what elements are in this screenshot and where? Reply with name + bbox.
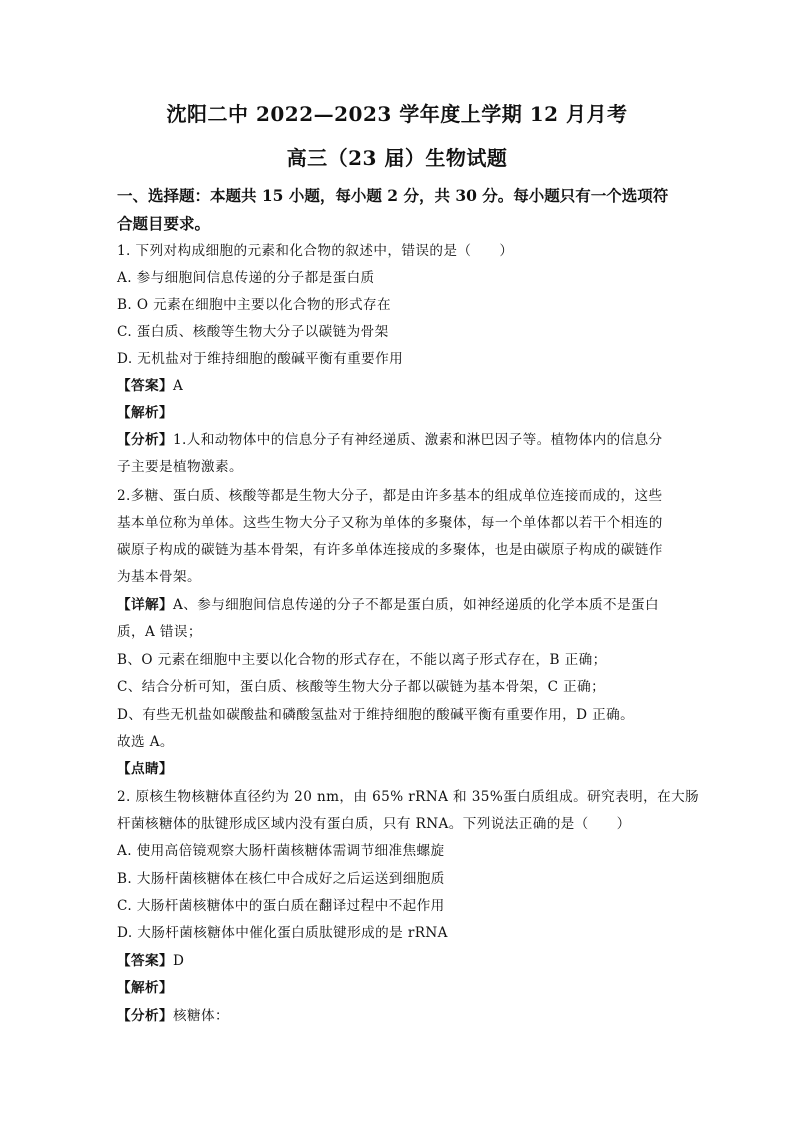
q1-xiangjie-line: C、结合分析可知，蛋白质、核酸等生物大分子都以碳链为基本骨架，C 正确； (117, 679, 606, 695)
answer-value: D (172, 953, 185, 969)
q1-option-a: A. 参与细胞间信息传递的分子都是蛋白质 (117, 270, 375, 286)
xiangjie-tag: 【详解】 (117, 597, 173, 613)
exam-title: 沈阳二中 2022—2023 学年度上学期 12 月月考 (166, 102, 628, 126)
q1-fenxi-line: 子主要是植物激素。 (117, 459, 243, 475)
section-heading-cont: 合题目要求。 (117, 214, 211, 233)
fenxi-tag: 【分析】 (117, 1008, 173, 1024)
q2-option-a: A. 使用高倍镜观察大肠杆菌核糖体需调节细准焦螺旋 (117, 843, 445, 859)
q1-option-d: D. 无机盐对于维持细胞的酸碱平衡有重要作用 (117, 351, 404, 367)
q1-fenxi-line: 基本单位称为单体。这些生物大分子又称为单体的多聚体，每一个单体都以若干个相连的 (117, 515, 663, 531)
q2-analysis-tag: 【解析】 (117, 980, 173, 996)
fenxi-tag: 【分析】 (117, 432, 173, 448)
q2-option-c: C. 大肠杆菌核糖体中的蛋白质在翻译过程中不起作用 (117, 898, 445, 914)
q2-stem-cont: 杆菌核糖体的肽键形成区域内没有蛋白质，只有 RNA。下列说法正确的是（ ） (117, 816, 631, 832)
exam-subtitle: 高三（23 届）生物试题 (286, 146, 508, 170)
q1-fenxi-line: 为基本骨架。 (117, 569, 201, 585)
q1-xiangjie-line: D、有些无机盐如碳酸盐和磷酸氢盐对于维持细胞的酸碱平衡有重要作用，D 正确。 (117, 707, 635, 723)
fenxi-text: 核糖体： (172, 1008, 229, 1024)
q1-dianjing-tag: 【点睛】 (117, 761, 173, 777)
q1-xiangjie-line: 质，A 错误； (117, 624, 202, 640)
q1-option-c: C. 蛋白质、核酸等生物大分子以碳链为骨架 (117, 324, 389, 340)
section-heading: 一、选择题：本题共 15 小题，每小题 2 分，共 30 分。每小题只有一个选项符 (117, 186, 669, 205)
q2-stem: 2. 原核生物核糖体直径约为 20 nm，由 65% rRNA 和 35%蛋白质组成。研究表明，在大肠 (117, 789, 700, 805)
q1-stem: 1. 下列对构成细胞的元素和化合物的叙述中，错误的是（ ） (117, 243, 514, 259)
q1-fenxi-line: 碳原子构成的碳链为基本骨架，有许多单体连接成的多聚体，也是由碳原子构成的碳链作 (117, 542, 663, 558)
q1-xiangjie-line: B、O 元素在细胞中主要以化合物的形式存在，不能以离子形式存在，B 正确； (117, 652, 607, 668)
q2-option-d: D. 大肠杆菌核糖体中催化蛋白质肽键形成的是 rRNA (117, 925, 448, 941)
q1-fenxi-line (117, 431, 663, 449)
q2-option-b: B. 大肠杆菌核糖体在核仁中合成好之后运送到细胞质 (117, 871, 445, 887)
xiangjie-text: A、参与细胞间信息传递的分子不都是蛋白质，如神经递质的化学本质不是蛋白 (172, 597, 659, 613)
q1-analysis-tag: 【解析】 (117, 405, 173, 421)
q1-answer (117, 377, 183, 395)
answer-value: A (172, 378, 184, 394)
answer-tag: 【答案】 (117, 378, 173, 394)
q1-xiangjie-line (117, 596, 659, 614)
answer-tag: 【答案】 (117, 953, 173, 969)
q1-fenxi-line: 2.多糖、蛋白质、核酸等都是生物大分子，都是由许多基本的组成单位连接而成的，这些 (117, 488, 663, 504)
q2-answer (117, 952, 184, 970)
q1-xiangjie-line: 故选 A。 (117, 734, 174, 750)
fenxi-text: 1.人和动物体中的信息分子有神经递质、激素和淋巴因子等。植物体内的信息分 (172, 432, 663, 448)
q1-option-b: B. O 元素在细胞中主要以化合物的形式存在 (117, 297, 391, 313)
q2-fenxi-line (117, 1007, 229, 1025)
